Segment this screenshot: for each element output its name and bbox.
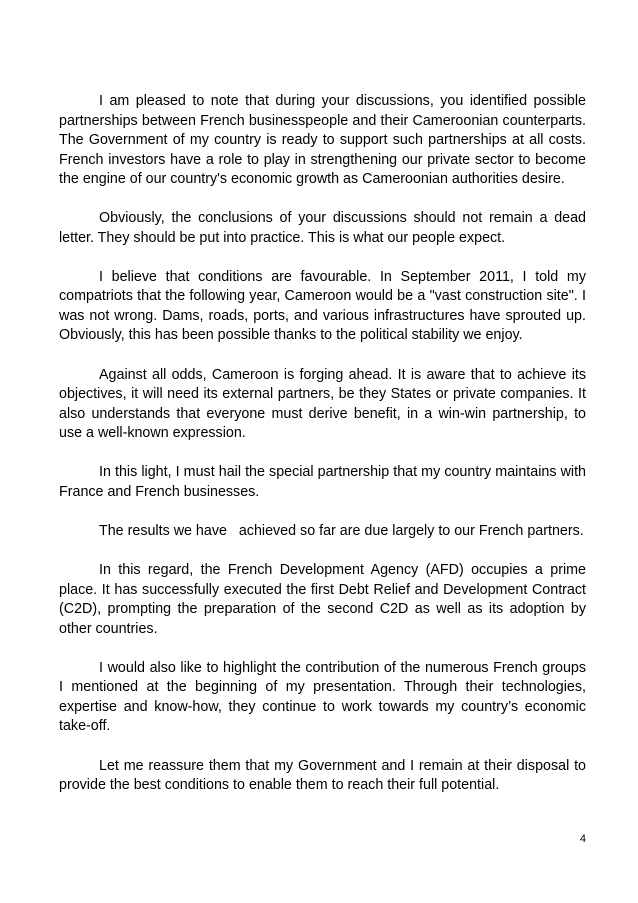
document-body [59,92,586,815]
paragraph-9: Let me reassure them that my Government and I remain at their disposal to provide the best conditions to enable them to reach their full potential. [59,757,586,793]
paragraph-8: I would also like to highlight the contribution of the numerous French groups I mentioned at the beginning of my presentation. Through their technologies, expertise and know-how, they continue to work towards my country’s economic take-off. [59,659,586,735]
page-number: 4 [579,833,586,845]
paragraph-4: Against all odds, Cameroon is forging ahead. It is aware that to achieve its objectives, it will need its external partners, be they States or private companies. It also understands that everyone must derive benefit, in a win-win partnership, to use a well-known expression. [59,366,586,442]
paragraph-2: Obviously, the conclusions of your discussions should not remain a dead letter. They should be put into practice. This is what our people expect. [59,210,586,246]
paragraph-6: The results we have achieved so far are due largely to our French partners. [99,522,584,539]
paragraph-3: I believe that conditions are favourable. In September 2011, I told my compatriots that the following year, Cameroon would be a "vast construction site". I was not wrong. Dams, roads, ports, and various infrastructures have sprouted up. Obviously, this has been possible thanks to the political stability we enjoy. [59,268,586,344]
paragraph-5: In this light, I must hail the special partnership that my country maintains with France and French businesses. [59,464,586,500]
paragraph-7: In this regard, the French Development Agency (AFD) occupies a prime place. It has successfully executed the first Debt Relief and Development Contract (C2D), prompting the preparation of the second C2D as well as its adoption by other countries. [59,562,586,637]
paragraph-1: I am pleased to note that during your discussions, you identified possible partnerships between French businesspeople and their Cameroonian counterparts. The Government of my country is ready to support such partnerships at all costs. French investors have a role to play in strengthening our private sector to become the engine of our country's economic growth as Cameroonian authorities desire. [59,93,586,187]
